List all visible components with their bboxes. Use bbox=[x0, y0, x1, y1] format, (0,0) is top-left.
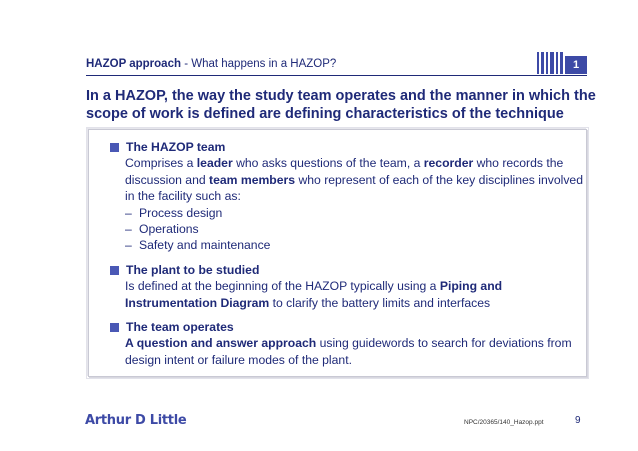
section-text: Comprises a leader who asks questions of the team, a recorder who records the discussion and team members who represent of each of the key disciplines involved in the facility such as: bbox=[125, 156, 583, 204]
arthur-d-little-logo: Arthur D Little bbox=[85, 413, 187, 428]
section-plant-studied bbox=[108, 262, 588, 311]
slide-section-title bbox=[86, 58, 336, 70]
section-team-operates bbox=[108, 319, 588, 368]
square-bullet-icon bbox=[110, 323, 119, 332]
section-hazop-team bbox=[108, 139, 588, 254]
section-heading: The HAZOP team bbox=[126, 140, 226, 154]
page-number: 9 bbox=[575, 415, 581, 426]
square-bullet-icon bbox=[110, 143, 119, 152]
file-reference: NPC/20365/140_Hazop.ppt bbox=[464, 419, 544, 426]
section-title-bold: HAZOP approach bbox=[86, 58, 181, 70]
section-heading: The plant to be studied bbox=[126, 262, 260, 277]
list-item: – Process design bbox=[125, 205, 223, 220]
content-body bbox=[108, 139, 588, 376]
list-item: – Safety and maintenance bbox=[125, 238, 271, 253]
section-text: A question and answer approach using guidewords to search for deviations from design intent or failure modes of the plant. bbox=[125, 336, 572, 367]
section-text: Is defined at the beginning of the HAZOP typically using a Piping and Instrumentation Diagram to clarify the battery limits and interfaces bbox=[125, 279, 503, 310]
section-heading: The team operates bbox=[126, 320, 234, 335]
header-divider bbox=[86, 75, 587, 76]
slide-headline: In a HAZOP, the way the study team operates and the manner in which the scope of work is defined are defining characteristics of the technique bbox=[86, 88, 596, 122]
list-item: – Operations bbox=[125, 222, 199, 237]
section-title-rest: - What happens in a HAZOP? bbox=[181, 58, 337, 70]
chapter-number-badge: 1 bbox=[565, 56, 587, 74]
square-bullet-icon bbox=[110, 266, 119, 275]
